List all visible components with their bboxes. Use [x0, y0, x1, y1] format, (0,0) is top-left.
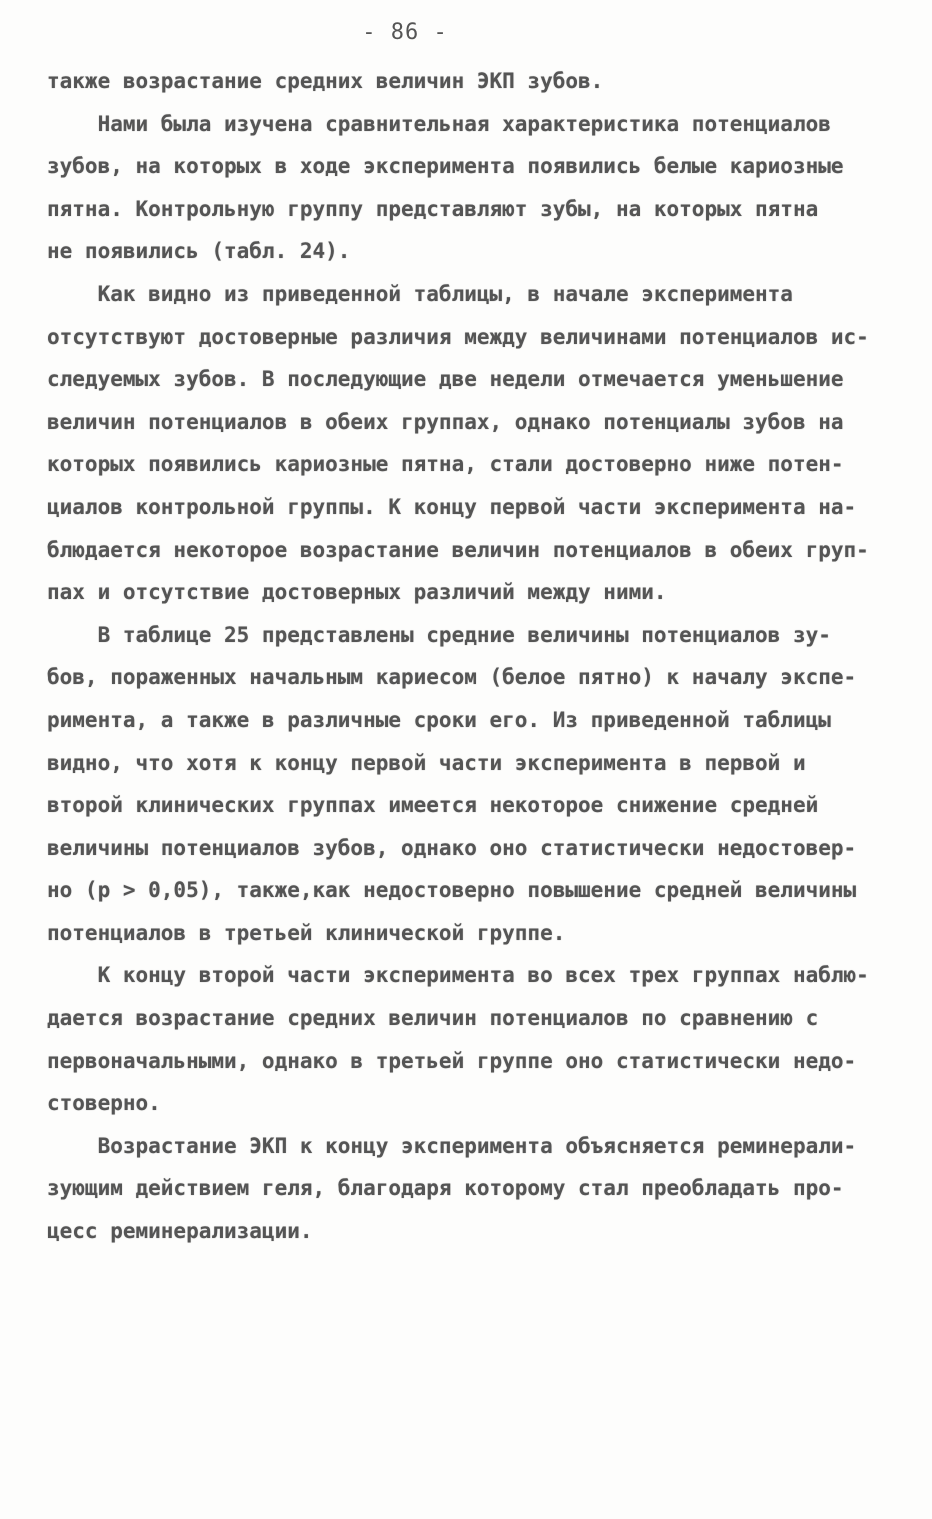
text-line: В таблице 25 представлены средние величины потенциалов зу-: [47, 622, 831, 647]
text-line: зубов, на которых в ходе эксперимента появились белые кариозные: [47, 154, 844, 179]
text-line: дается возрастание средних величин потенциалов по сравнению с: [47, 1006, 819, 1031]
text-line: потенциалов в третьей клинической группе.: [47, 920, 566, 945]
text-line: Как видно из приведенной таблицы, в начале эксперимента: [47, 281, 793, 306]
text-line: но (р > 0,05), также,как недостоверно повышение средней величины: [47, 878, 857, 903]
text-line: циалов контрольной группы. К концу первой части эксперимента на-: [47, 494, 857, 519]
text-line: величины потенциалов зубов, однако оно статистически недостовер-: [47, 835, 857, 860]
text-line: цесс реминерализации.: [47, 1219, 313, 1244]
text-line: блюдается некоторое возрастание величин потенциалов в обеих груп-: [47, 537, 869, 562]
text-line: К концу второй части эксперимента во всех трех группах наблю-: [47, 963, 869, 988]
text-line: величин потенциалов в обеих группах, однако потенциалы зубов на: [47, 409, 844, 434]
text-line: отсутствуют достоверные различия между величинами потенциалов ис-: [47, 324, 869, 349]
text-line: не появились (табл. 24).: [47, 239, 351, 264]
text-line: стоверно.: [47, 1091, 161, 1116]
text-line: первоначальными, однако в третьей группе оно статистически недо-: [47, 1048, 857, 1073]
text-line: бов, пораженных начальным кариесом (белое пятно) к началу экспе-: [47, 665, 857, 690]
text-line: которых появились кариозные пятна, стали достоверно ниже потен-: [47, 452, 844, 477]
text-line: пятна. Контрольную группу представляют зубы, на которых пятна: [47, 196, 819, 221]
text-line: Возрастание ЭКП к концу эксперимента объясняется реминерали-: [47, 1133, 857, 1158]
text-line: также возрастание средних величин ЭКП зубов.: [47, 69, 604, 93]
text-line: Нами была изучена сравнительная характеристика потенциалов: [47, 111, 831, 136]
text-line: следуемых зубов. В последующие две недели отмечается уменьшение: [47, 367, 844, 392]
text-line: зующим действием геля, благодаря которому стал преобладать про-: [47, 1176, 844, 1201]
text-line: римента, а также в различные сроки его. Из приведенной таблицы: [47, 707, 831, 732]
text-line: видно, что хотя к концу первой части эксперимента в первой и: [47, 750, 806, 775]
text-line: пах и отсутствие достоверных различий между ними.: [47, 580, 667, 605]
body-text: [47, 60, 877, 1253]
text-line: второй клинических группах имеется некоторое снижение средней: [47, 793, 819, 818]
page-number: - 86 -: [362, 20, 448, 45]
